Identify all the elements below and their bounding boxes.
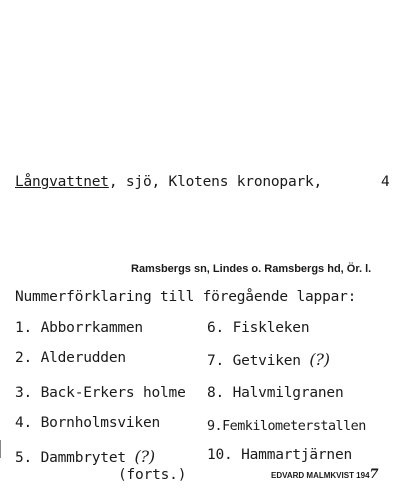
handwritten-year-digit: 7: [369, 467, 379, 482]
item-number: 7.: [207, 353, 225, 369]
item-number: 2.: [15, 350, 33, 366]
card-edge-mark: [0, 440, 4, 458]
handwritten-note: (?): [134, 447, 155, 466]
place-description: , sjö, Klotens kronopark,: [108, 174, 323, 190]
printer-imprint: [271, 467, 379, 482]
list-item: [15, 385, 186, 401]
item-name: Femkilometerstallen: [222, 419, 366, 434]
printer-name: EDVARD MALMKVIST 194: [271, 471, 370, 480]
handwritten-note: (?): [309, 350, 330, 369]
list-item: [15, 447, 155, 466]
item-name: Getviken: [232, 353, 301, 369]
card-number: 4: [381, 174, 390, 190]
place-name: Långvattnet: [15, 174, 109, 190]
list-item: [15, 415, 160, 431]
item-number: 1.: [15, 320, 33, 336]
item-number: 9.: [207, 419, 223, 434]
item-name: Back-Erkers holme: [40, 385, 186, 401]
item-name: Abborrkammen: [40, 320, 143, 336]
item-name: Bornholmsviken: [40, 415, 161, 431]
list-item: [207, 320, 309, 336]
item-name: Dammbrytet: [40, 450, 126, 466]
item-number: 3.: [15, 385, 33, 401]
list-item: [15, 320, 143, 336]
list-item: [15, 350, 126, 366]
item-number: 5.: [15, 450, 33, 466]
item-number: 4.: [15, 415, 33, 431]
list-item: [207, 419, 366, 434]
item-name: Alderudden: [40, 350, 126, 366]
list-item: [207, 385, 343, 401]
card-title: [15, 174, 322, 190]
item-name: Halvmilgranen: [232, 385, 344, 401]
list-heading: Nummerförklaring till föregående lappar:: [15, 289, 357, 305]
item-number: 8.: [207, 385, 225, 401]
continued-note: (forts.): [118, 467, 187, 483]
item-number: 10.: [207, 447, 233, 463]
item-name: Fiskleken: [232, 320, 310, 336]
item-number: 6.: [207, 320, 225, 336]
list-item: [207, 447, 352, 463]
location-stamp: Ramsbergs sn, Lindes o. Ramsbergs hd, Ör. l.: [131, 263, 372, 275]
list-item: [207, 350, 330, 369]
item-name: Hammartjärnen: [241, 447, 353, 463]
